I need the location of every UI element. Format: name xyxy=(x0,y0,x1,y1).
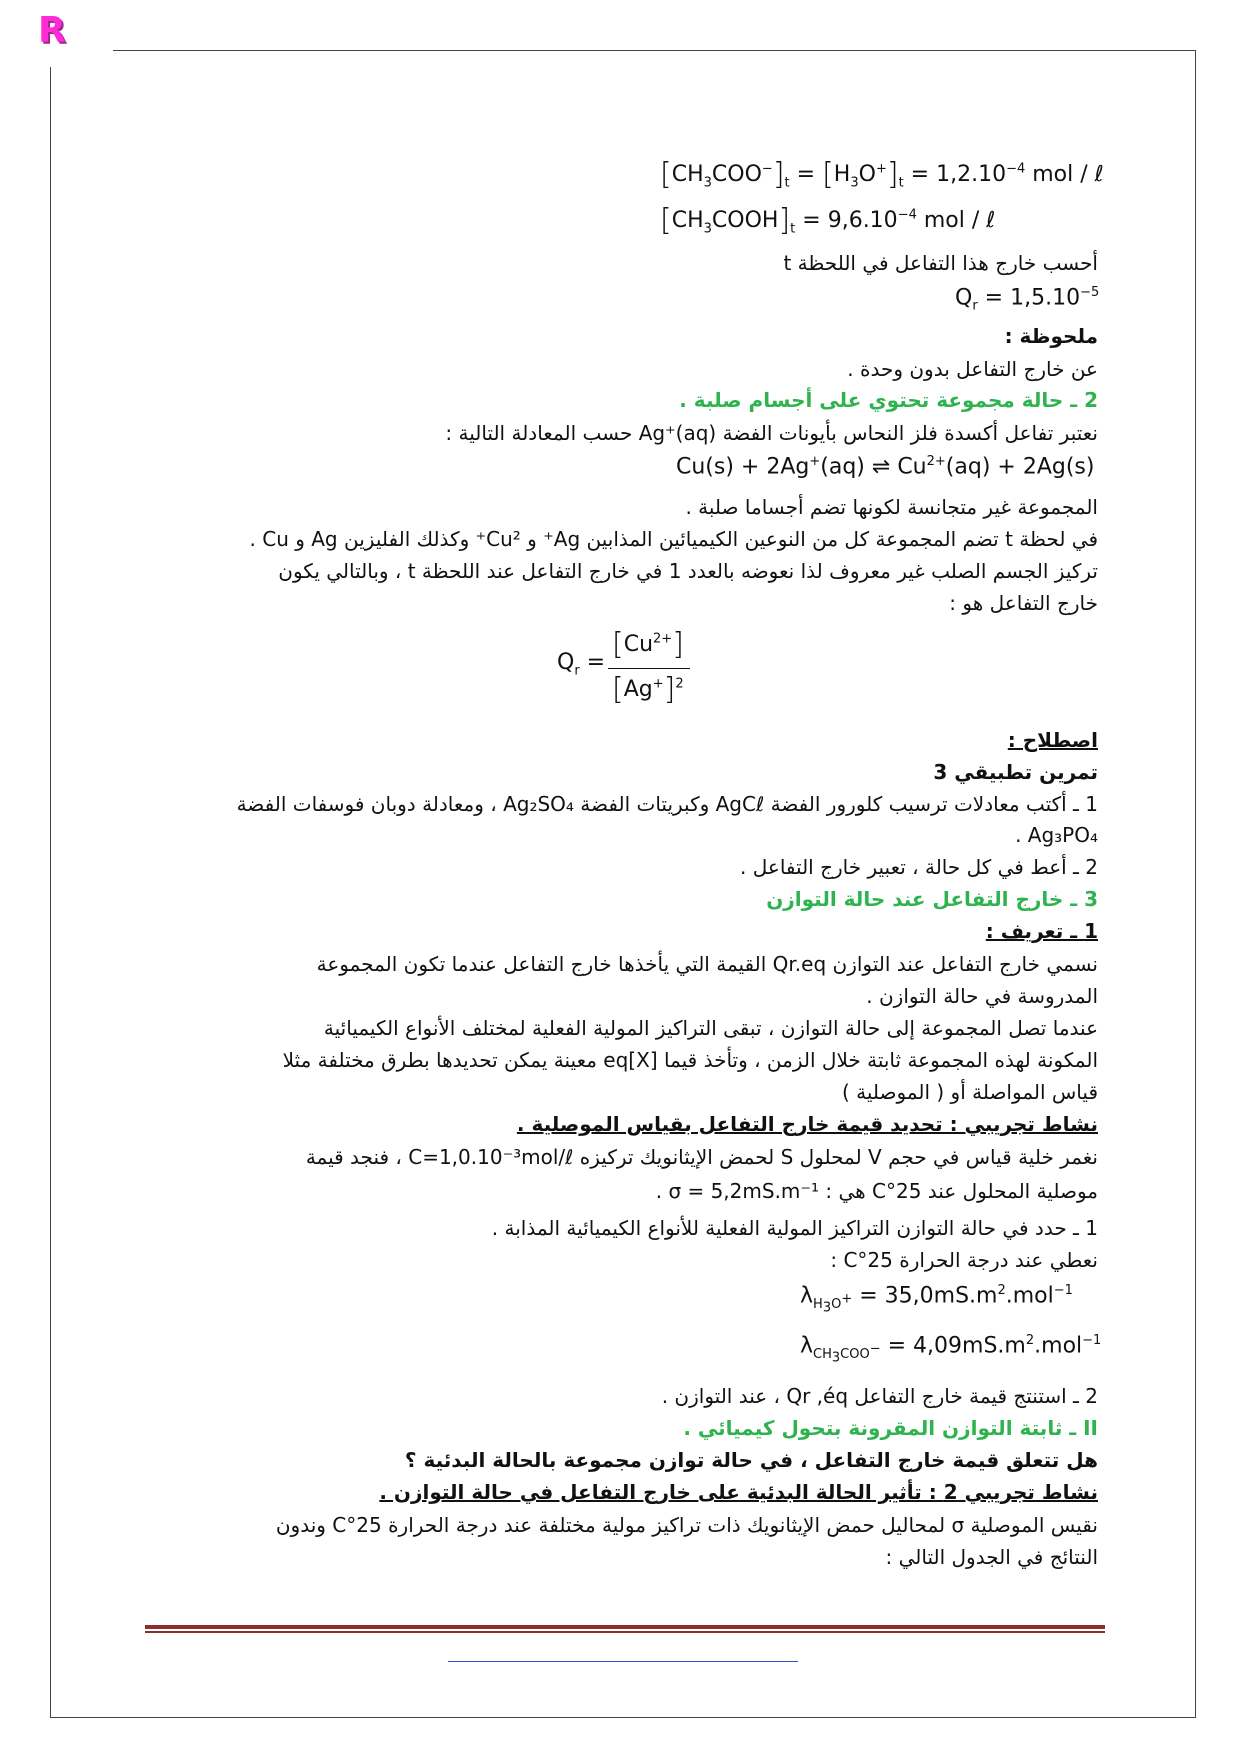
exercise-3-q2: 2 ـ أعط في كل حالة ، تعبير خارج التفاعل . xyxy=(740,855,1098,879)
definition-line-4: المكونة لهذه المجموعة ثابتة خلال الزمن ، وتأخذ قيما [X]eq معينة يمكن تحديدها بطرق مختلفة مثلا xyxy=(282,1048,1098,1072)
section-3-title: 3 ـ خارج التفاعل عند حالة التوازن xyxy=(766,887,1098,911)
section-2-intro: نعتبر تفاعل أكسدة فلز النحاس بأيونات الفضة Ag⁺(aq) حسب المعادلة التالية : xyxy=(445,421,1098,445)
qr-value: $Q_r = 1,5.10^{-5}$ xyxy=(955,285,1100,314)
convention-title: اصطلاح : xyxy=(1007,728,1098,752)
question-compute-qr: أحسب خارج هذا التفاعل في اللحظة t xyxy=(783,251,1098,275)
fraction-bar xyxy=(608,668,690,669)
definition-line-5: قياس المواصلة أو ( الموصلية ) xyxy=(841,1080,1098,1104)
footer-rule-thin xyxy=(145,1631,1105,1633)
footer-link-underline xyxy=(448,1661,798,1662)
section-2-title: 2 ـ حالة مجموعة تحتوي على أجسام صلبة . xyxy=(679,388,1098,412)
lambda-ch3coo: $\lambda_{CH_3COO^-} = 4,09mS.m^2.mol^{-1}$ xyxy=(800,1333,1102,1366)
section-2-qr-is: خارج التفاعل هو : xyxy=(949,591,1098,615)
activity-title: نشاط تجريبي : تحديد قيمة خارج التفاعل بقياس الموصلية . xyxy=(516,1112,1098,1136)
section-2-species: في لحظة t تضم المجموعة كل من النوعين الكيميائين المذابين Ag⁺ و Cu²⁺ وكذلك الفليزين Ag و Cu . xyxy=(249,527,1098,551)
exercise-3-q1-cont: Ag₃PO₄ . xyxy=(1015,823,1098,847)
section-2-heterogeneous: المجموعة غير متجانسة لكونها تضم أجساما صلبة . xyxy=(685,495,1098,519)
exercise-3-title: تمرين تطبيقي 3 xyxy=(933,760,1098,784)
equation-concentrations-1: $[CH_3COO^-]_t = [H_3O^+]_t = 1,2.10^{-4}$ mol / ℓ xyxy=(660,157,1104,192)
section-2-solid-concentration: تركيز الجسم الصلب غير معروف لذا نعوضه بالعدد 1 في خارج التفاعل عند اللحظة t ، وبالتالي يكون xyxy=(278,559,1098,583)
activity-given: نعطي عند درجة الحرارة 25°C : xyxy=(830,1248,1098,1272)
frame-right-border xyxy=(1195,50,1196,1718)
definition-line-1: نسمي خارج التفاعل عند التوازن Qr.eq القيمة التي يأخذها خارج التفاعل عندما تكون المجموعة xyxy=(316,952,1098,976)
logo-r: R xyxy=(38,10,66,51)
definition-line-3: عندما تصل المجموعة إلى حالة التوازن ، تبقى التراكيز المولية الفعلية لمختلف الأنواع الكيميائية xyxy=(323,1016,1098,1040)
key-question: هل تتعلق قيمة خارج التفاعل ، في حالة توازن مجموعة بالحالة البدئية ؟ xyxy=(404,1448,1098,1472)
reaction-equation: Cu(s) + 2Ag+(aq) ⇌ $Cu^{2+}(aq) + 2Ag(s)$ xyxy=(676,454,1095,480)
definition-line-2: المدروسة في حالة التوازن . xyxy=(866,984,1098,1008)
activity-2-title: نشاط تجريبي 2 : تأثير الحالة البدئية على خارج التفاعل في حالة التوازن . xyxy=(379,1480,1098,1504)
note-title: ملحوظة : xyxy=(1004,324,1098,348)
activity-question-2: 2 ـ استنتج قيمة خارج التفاعل Qr ,éq ، عند التوازن . xyxy=(661,1384,1098,1408)
definition-title: 1 ـ تعريف : xyxy=(985,919,1098,943)
section-II-title: II ـ ثابتة التوازن المقرونة بتحول كيميائي . xyxy=(683,1416,1098,1440)
header-rule xyxy=(113,50,1195,51)
activity-line-2: موصلية المحلول عند 25°C هي : σ = 5,2mS.m⁻¹ . xyxy=(655,1179,1098,1203)
exercise-3-q1: 1 ـ أكتب معادلات ترسيب كلورور الفضة AgCℓ وكبريتات الفضة Ag₂SO₄ ، ومعادلة دوبان فوسفات الفضة xyxy=(236,792,1098,816)
qr-fraction-denominator: $[Ag^+]^2$ xyxy=(612,672,684,707)
frame-bottom-border xyxy=(50,1717,1196,1718)
footer-rule-thick xyxy=(145,1625,1105,1629)
qr-fraction-numerator: $[Cu^{2+}]$ xyxy=(612,627,684,662)
activity-question-1: 1 ـ حدد في حالة التوازن التراكيز المولية الفعلية للأنواع الكيميائية المذابة . xyxy=(491,1216,1098,1240)
equation-concentrations-2: $[CH_3COOH]_t = 9,6.10^{-4}$ mol / ℓ xyxy=(660,203,996,238)
qr-fraction-lhs: $Q_r$ = xyxy=(557,650,606,679)
lambda-h3o: $\lambda_{H_3O^+} = 35,0mS.m^2.mol^{-1}$ xyxy=(800,1283,1073,1316)
activity-2-line-2: النتائج في الجدول التالي : xyxy=(885,1545,1098,1569)
activity-line-1: نغمر خلية قياس في حجم V لمحلول S لحمض الإيثانويك تركيزه C=1,0.10⁻³mol/ℓ ، فنجد قيمة xyxy=(305,1145,1098,1169)
frame-left-border xyxy=(50,67,51,1717)
activity-2-line-1: نقيس الموصلية σ لمحاليل حمض الإيثانويك ذات تراكيز مولية مختلفة عند درجة الحرارة 25°C وندون xyxy=(275,1513,1098,1537)
note-text: عن خارج التفاعل بدون وحدة . xyxy=(847,357,1098,381)
